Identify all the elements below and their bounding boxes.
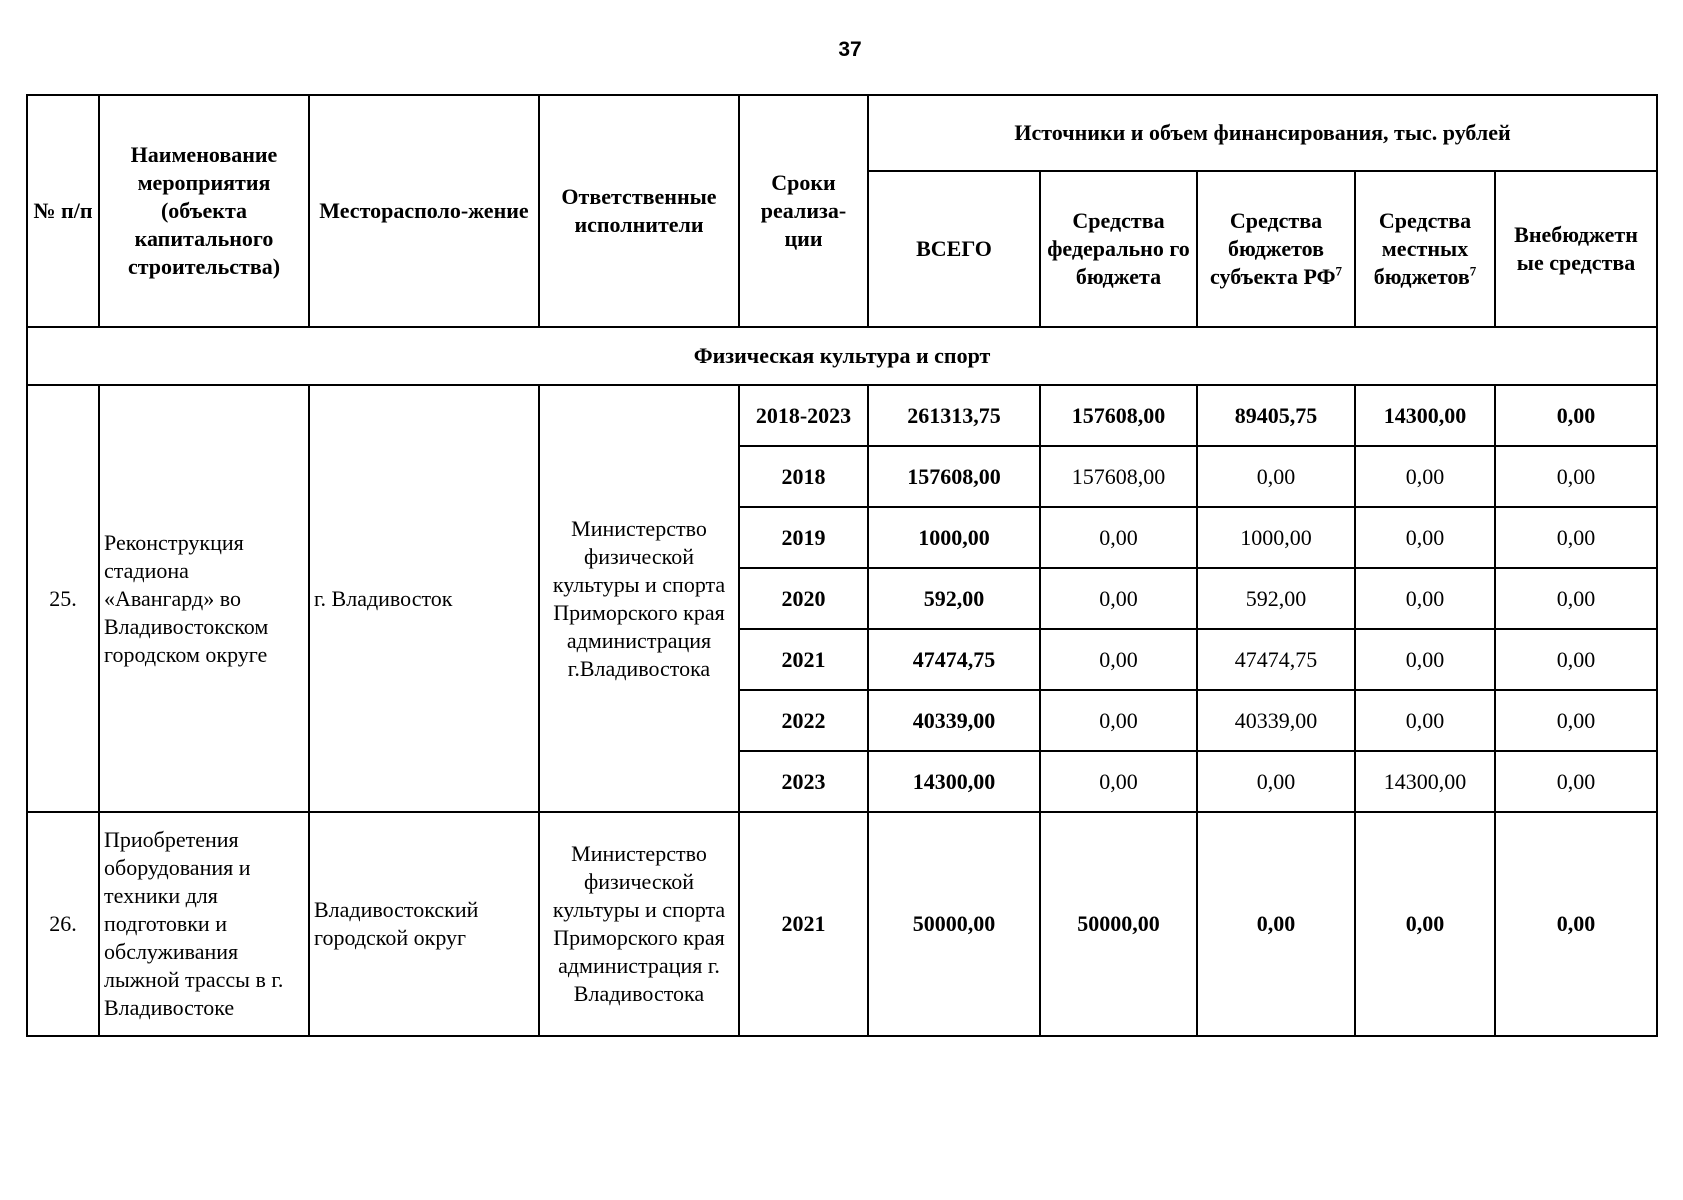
cell-local: 14300,00 xyxy=(1355,385,1495,446)
cell-period: 2018-2023 xyxy=(739,385,868,446)
cell-federal: 0,00 xyxy=(1040,629,1197,690)
cell-total: 261313,75 xyxy=(868,385,1040,446)
cell-extra: 0,00 xyxy=(1495,385,1657,446)
header-subject xyxy=(1197,171,1355,327)
cell-local: 0,00 xyxy=(1355,568,1495,629)
cell-total: 1000,00 xyxy=(868,507,1040,568)
header-local-footnote: 7 xyxy=(1469,263,1477,279)
table-row xyxy=(27,812,1657,1036)
cell-total: 592,00 xyxy=(868,568,1040,629)
cell-federal: 157608,00 xyxy=(1040,385,1197,446)
header-num: № п/п xyxy=(27,95,99,327)
cell-federal: 0,00 xyxy=(1040,507,1197,568)
cell-subject: 40339,00 xyxy=(1197,690,1355,751)
item-num: 25. xyxy=(27,385,99,812)
header-extra: Внебюджетн ые средства xyxy=(1495,171,1657,327)
cell-extra: 0,00 xyxy=(1495,812,1657,1036)
header-federal: Средства федерально го бюджета xyxy=(1040,171,1197,327)
cell-local: 0,00 xyxy=(1355,507,1495,568)
item-num: 26. xyxy=(27,812,99,1036)
table-row xyxy=(27,385,1657,446)
cell-period: 2020 xyxy=(739,568,868,629)
financing-table xyxy=(26,94,1658,1037)
header-period: Сроки реализа-ции xyxy=(739,95,868,327)
header-local xyxy=(1355,171,1495,327)
cell-subject: 0,00 xyxy=(1197,446,1355,507)
cell-federal: 50000,00 xyxy=(1040,812,1197,1036)
cell-subject: 1000,00 xyxy=(1197,507,1355,568)
cell-local: 0,00 xyxy=(1355,629,1495,690)
cell-federal: 157608,00 xyxy=(1040,446,1197,507)
item-responsible: Министерство физической культуры и спорта Приморского края администрация г.Владивостока xyxy=(539,385,739,812)
cell-extra: 0,00 xyxy=(1495,568,1657,629)
item-name: Реконструкция стадиона «Авангард» во Владивостокском городском округе xyxy=(99,385,309,812)
cell-local: 14300,00 xyxy=(1355,751,1495,812)
cell-total: 14300,00 xyxy=(868,751,1040,812)
cell-subject: 0,00 xyxy=(1197,751,1355,812)
cell-extra: 0,00 xyxy=(1495,690,1657,751)
cell-total: 47474,75 xyxy=(868,629,1040,690)
cell-period: 2019 xyxy=(739,507,868,568)
section-row xyxy=(27,327,1657,385)
cell-federal: 0,00 xyxy=(1040,751,1197,812)
cell-subject: 592,00 xyxy=(1197,568,1355,629)
page-number: 37 xyxy=(838,38,862,61)
header-subject-text: Средства бюджетов субъекта РФ xyxy=(1210,208,1336,289)
cell-extra: 0,00 xyxy=(1495,446,1657,507)
item-location: г. Владивосток xyxy=(309,385,539,812)
cell-local: 0,00 xyxy=(1355,446,1495,507)
section-title: Физическая культура и спорт xyxy=(27,327,1657,385)
cell-local: 0,00 xyxy=(1355,690,1495,751)
item-responsible: Министерство физической культуры и спорта Приморского края администрация г. Владивостока xyxy=(539,812,739,1036)
header-local-text: Средства местных бюджетов xyxy=(1373,208,1472,289)
cell-total: 157608,00 xyxy=(868,446,1040,507)
header-subject-footnote: 7 xyxy=(1335,263,1342,279)
header-total: ВСЕГО xyxy=(868,171,1040,327)
cell-subject: 0,00 xyxy=(1197,812,1355,1036)
cell-local: 0,00 xyxy=(1355,812,1495,1036)
header-name: Наименование мероприятия (объекта капитального строительства) xyxy=(99,95,309,327)
item-name: Приобретения оборудования и техники для подготовки и обслуживания лыжной трассы в г. Владивостоке xyxy=(99,812,309,1036)
item-location: Владивостокский городской округ xyxy=(309,812,539,1036)
cell-federal: 0,00 xyxy=(1040,690,1197,751)
cell-total: 50000,00 xyxy=(868,812,1040,1036)
cell-federal: 0,00 xyxy=(1040,568,1197,629)
cell-total: 40339,00 xyxy=(868,690,1040,751)
cell-subject: 89405,75 xyxy=(1197,385,1355,446)
cell-period: 2021 xyxy=(739,629,868,690)
cell-period: 2021 xyxy=(739,812,868,1036)
header-responsible: Ответственные исполнители xyxy=(539,95,739,327)
cell-period: 2018 xyxy=(739,446,868,507)
cell-period: 2022 xyxy=(739,690,868,751)
header-location: Месторасполо-жение xyxy=(309,95,539,327)
header-financing: Источники и объем финансирования, тыс. рублей xyxy=(868,95,1657,171)
cell-extra: 0,00 xyxy=(1495,751,1657,812)
cell-subject: 47474,75 xyxy=(1197,629,1355,690)
cell-extra: 0,00 xyxy=(1495,507,1657,568)
cell-extra: 0,00 xyxy=(1495,629,1657,690)
header-row-1 xyxy=(27,95,1657,171)
cell-period: 2023 xyxy=(739,751,868,812)
